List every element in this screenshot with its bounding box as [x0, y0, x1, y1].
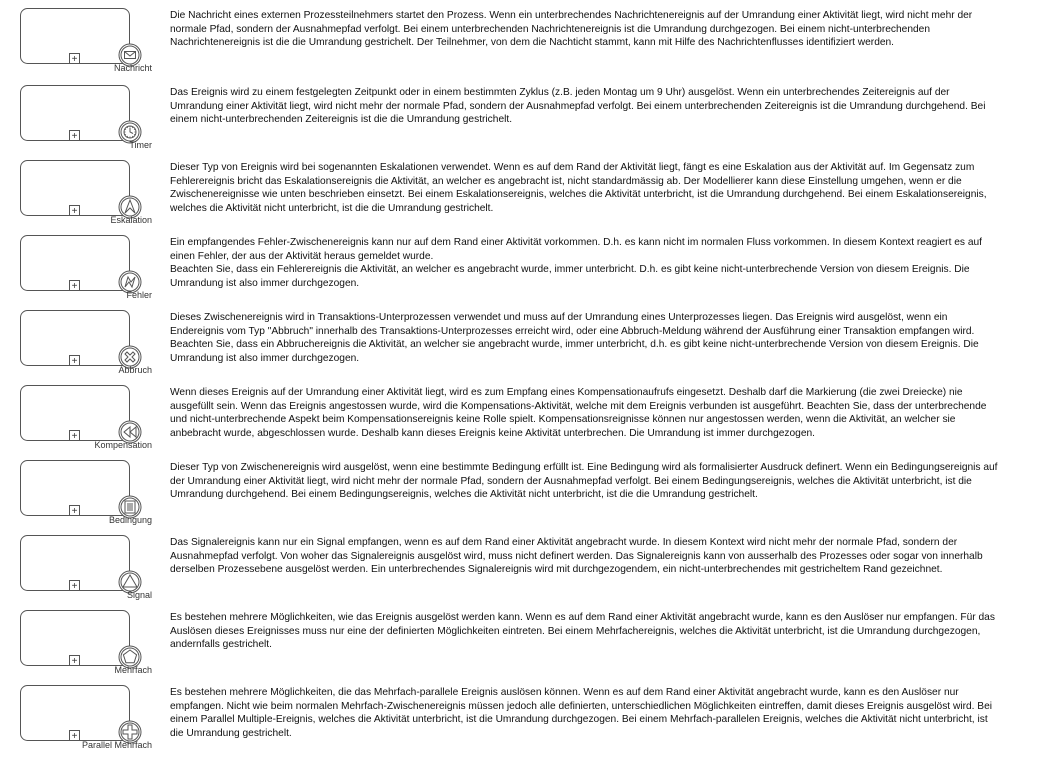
subprocess-shape [20, 535, 140, 591]
subprocess-marker-icon [70, 131, 80, 142]
subprocess-shape [20, 85, 140, 141]
event-description: Wenn dieses Ereignis auf der Umrandung einer Aktivität liegt, wird es zum Empfang eines Kompensationaufrufs eingesetzt. Deshalb darf die Markierung (die zwei Dreiecke) nie ausgefüllt sein. Wenn das Ereignis angestossen wurde, wird die Kompensations-Aktivität, welche mit dem Ereignis verbunden ist ausgeführt. Beachten Sie, dass der unterbrechende und nicht-unterbrechende Aspekt beim Kompensationsereignis keine Rolle spielt. Kompensationsreignisse können nur angestossen werden, wenn die Aktivität, an welcher sie anbebracht wurde, abgeschlossen wurde. Deshalb kann dieses Ereignis keine Aktivität unterbrechen. Die Umrandung ist immer durchgezogen. [170, 387, 987, 439]
subprocess-shape [20, 460, 140, 516]
subprocess-shape [20, 685, 140, 741]
svg-text:+: + [71, 505, 78, 517]
event-row-signal [0, 527, 1061, 602]
subprocess-marker-icon [70, 656, 80, 667]
subprocess-marker-icon [70, 506, 80, 517]
event-description: Das Signalereignis kann nur ein Signal empfangen, wenn es auf dem Rand einer Aktivität angebracht wurde. In diesem Kontext wird nicht mehr der normale Pfad, sondern der Ausnahmepfad verfolgt. Von woher das Signalereignis ausgelöst wird, muss nicht definert werden. Das Signalereignis kann von ausserhalb des Prozesses oder sogar von innerhalb derselben Prozessebene ausgelöst werden. Ein unterbrechendes Signalereignis wird mit durchgezogendem, ein nicht-unterbrechendes mit gestricheltem Rand gezeichnet. [170, 537, 983, 576]
event-row-message [0, 0, 1061, 75]
event-row-compensation [0, 377, 1061, 452]
svg-text:+: + [71, 280, 78, 292]
event-description: Ein empfangendes Fehler-Zwischenereignis kann nur auf dem Rand einer Aktivität vorkommen. D.h. es kann nicht im normalen Fluss vorkommen. In diesem Kontext reagiert es auf einen Fehler, der aus der Aktivität heraus gemeldet wurde. Beachten Sie, dass ein Fehlerereignis die Aktivität, an welcher es angebracht wurde, immer unterbricht. D.h. es gibt keine nicht-unterbrechende Version von diesem Ereignis. Die Umrandung ist also immer durchgezogen. [170, 237, 982, 289]
svg-text:+: + [71, 430, 78, 442]
svg-text:+: + [71, 130, 78, 142]
svg-text:+: + [71, 205, 78, 217]
event-description: Es bestehen mehrere Möglichkeiten, die das Mehrfach-parallele Ereignis auslösen können. Wenn es auf dem Rand einer Aktivität angebracht wurde, kann es den Auslöser nur empfangen. Nicht wie beim normalen Mehrfach-Zwischenereignis müssen jedoch alle definierten, unterschiedlichen Möglichkeiten eintreffen, damit dieses Ereignis ausgelöst wird. Bei einem Parallel Multiple-Ereignis, welches die Aktivität unterbricht, ist die Umrandung durchgezogen. Bei einem Mehrfach-parallelen Ereignis, welches die Aktivität nicht unterbricht, ist die Umrandung gestrichelt. [170, 687, 993, 739]
event-label: Bedingung [108, 515, 152, 525]
subprocess-shape [20, 610, 140, 666]
subprocess-shape [20, 160, 140, 216]
event-description: Dieser Typ von Zwischenereignis wird ausgelöst, wenn eine bestimmte Bedingung erfüllt ist. Eine Bedingung wird als formalisierter Ausdruck definert. Wenn ein Bedingungsereignis auf der Umrandung einer Aktivität liegt, wird nicht mehr der normale Pfad, sondern der Ausnahmepfad verfolgt. Bei einem Bedingungsereignis, welches die Aktivität unterbricht, ist die Umrandung durchgehend. Bei einem Bedingungsereignis, welches die Aktivität nicht unterbricht, ist die die Umrandung gestrichelt. [170, 462, 998, 501]
event-description: Dieses Zwischenereignis wird in Transaktions-Unterprozessen verwendet und muss auf der Umrandung eines Unterprozesses liegen. Das Ereignis wird ausgelöst, wenn ein Endereignis vom Typ "Abbruch" innerhalb des Transaktions-Unterprozesses erreicht wird, oder eine Abbruch-Meldung während der Ausführung einer Transaktion empfangen wird. Beachten Sie, dass ein Abbruchereignis die Aktivität, an welcher sie angebracht wurde, immer unterbricht, d.h. es gibt keine nicht-unterbrechende Version von diesem Ereignis. Die Umrandung ist also immer durchgezogen. [170, 312, 979, 364]
event-row-escalation [0, 152, 1061, 227]
subprocess-shape [20, 385, 140, 441]
subprocess-shape [20, 310, 140, 366]
subprocess-marker-icon [70, 281, 80, 292]
event-label: Mehrfach [114, 665, 152, 675]
event-row-timer [0, 77, 1061, 152]
event-description: Das Ereignis wird zu einem festgelegten Zeitpunkt oder in einem bestimmten Zyklus (z.B. jeden Montag um 9 Uhr) ausgelöst. Wenn ein unterbrechendes Zeitereignis auf der Umrandung einer Aktivität liegt, wird nicht mehr der normale Pfad, sondern der Ausnahmepfad verfolgt. Bei einem unterbrechenden Zeitereignis ist die Umrandung durchgehend. Bei einem nicht-unterbrechenden Zeitereignis ist die die Umrandung gestrichelt. [170, 87, 986, 126]
event-row-error [0, 227, 1061, 302]
svg-text:+: + [71, 355, 78, 367]
event-label: Signal [126, 590, 152, 600]
subprocess-marker-icon [70, 206, 80, 217]
event-label: Eskalation [110, 215, 152, 225]
event-label: Abbruch [118, 365, 152, 375]
subprocess-marker-icon [70, 356, 80, 367]
svg-text:+: + [71, 53, 78, 65]
svg-text:+: + [71, 655, 78, 667]
svg-text:+: + [71, 730, 78, 742]
subprocess-marker-icon [70, 431, 80, 442]
subprocess-marker-icon [70, 581, 80, 592]
subprocess-shape [20, 8, 140, 64]
subprocess-shape [20, 235, 140, 291]
event-row-multiple [0, 602, 1061, 677]
subprocess-marker-icon [70, 54, 80, 65]
event-row-cancel [0, 302, 1061, 377]
event-label: Timer [129, 140, 152, 150]
event-label: Kompensation [94, 440, 152, 450]
event-description: Es bestehen mehrere Möglichkeiten, wie das Ereignis ausgelöst werden kann. Wenn es auf dem Rand einer Aktivität angebracht wurde, kann es den Auslöser nur empfangen. Für das Auslösen dieses Ereignisses muss nur eine der definierten Möglichkeiten eintreten. Bei einem Mehrfachereignis, welches die Aktivität unterbricht, ist die Umrandung durchgezogen, andernfalls gestrichelt. [170, 612, 995, 651]
event-description: Die Nachricht eines externen Prozessteilnehmers startet den Prozess. Wenn ein unterbrechendes Nachrichtenereignis auf der Umrandung einer Aktivität liegt, wird nicht mehr der normale Pfad, sondern der Ausnahmepfad verfolgt. Bei einem unterbrechenden Nachrichtenereignis ist die Umrandung durchgezogen. Bei einem nicht-unterbrechenden Nachrichtenereignis ist die die Umrandung gestrichelt. Der Teilnehmer, von dem die Nachticht stammt, kann mit Hilfe des Nachrichtenflusses identifiziert werden. [170, 10, 973, 49]
event-row-parallel-multiple [0, 677, 1061, 752]
subprocess-marker-icon [70, 731, 80, 742]
event-label: Nachricht [113, 63, 152, 73]
event-row-condition [0, 452, 1061, 527]
event-description: Dieser Typ von Ereignis wird bei sogenannten Eskalationen verwendet. Wenn es auf dem Rand der Aktivität liegt, fängt es eine Eskalation aus der Aktivität auf. Im Gegensatz zum Fehlerereignis bricht das Eskalationsereignis die Aktivität, an welcher es angebracht ist, nicht standardmässig ab. Der Modellierer kann diese Einstellung umgehen, wenn er die Zwischenereignisse wie unten beschrieben einsetzt. Bei einem Eskalationsereignis, welches die Aktivität unterbricht, ist die Umrandung durchgehend. Bei einem Eskalationsereignis, welches die Aktivität nicht unterbricht, ist die die Umrandung gestrichelt. [170, 162, 987, 214]
event-label: Parallel Mehrfach [81, 740, 152, 750]
event-label: Fehler [126, 290, 152, 300]
svg-text:+: + [71, 580, 78, 592]
